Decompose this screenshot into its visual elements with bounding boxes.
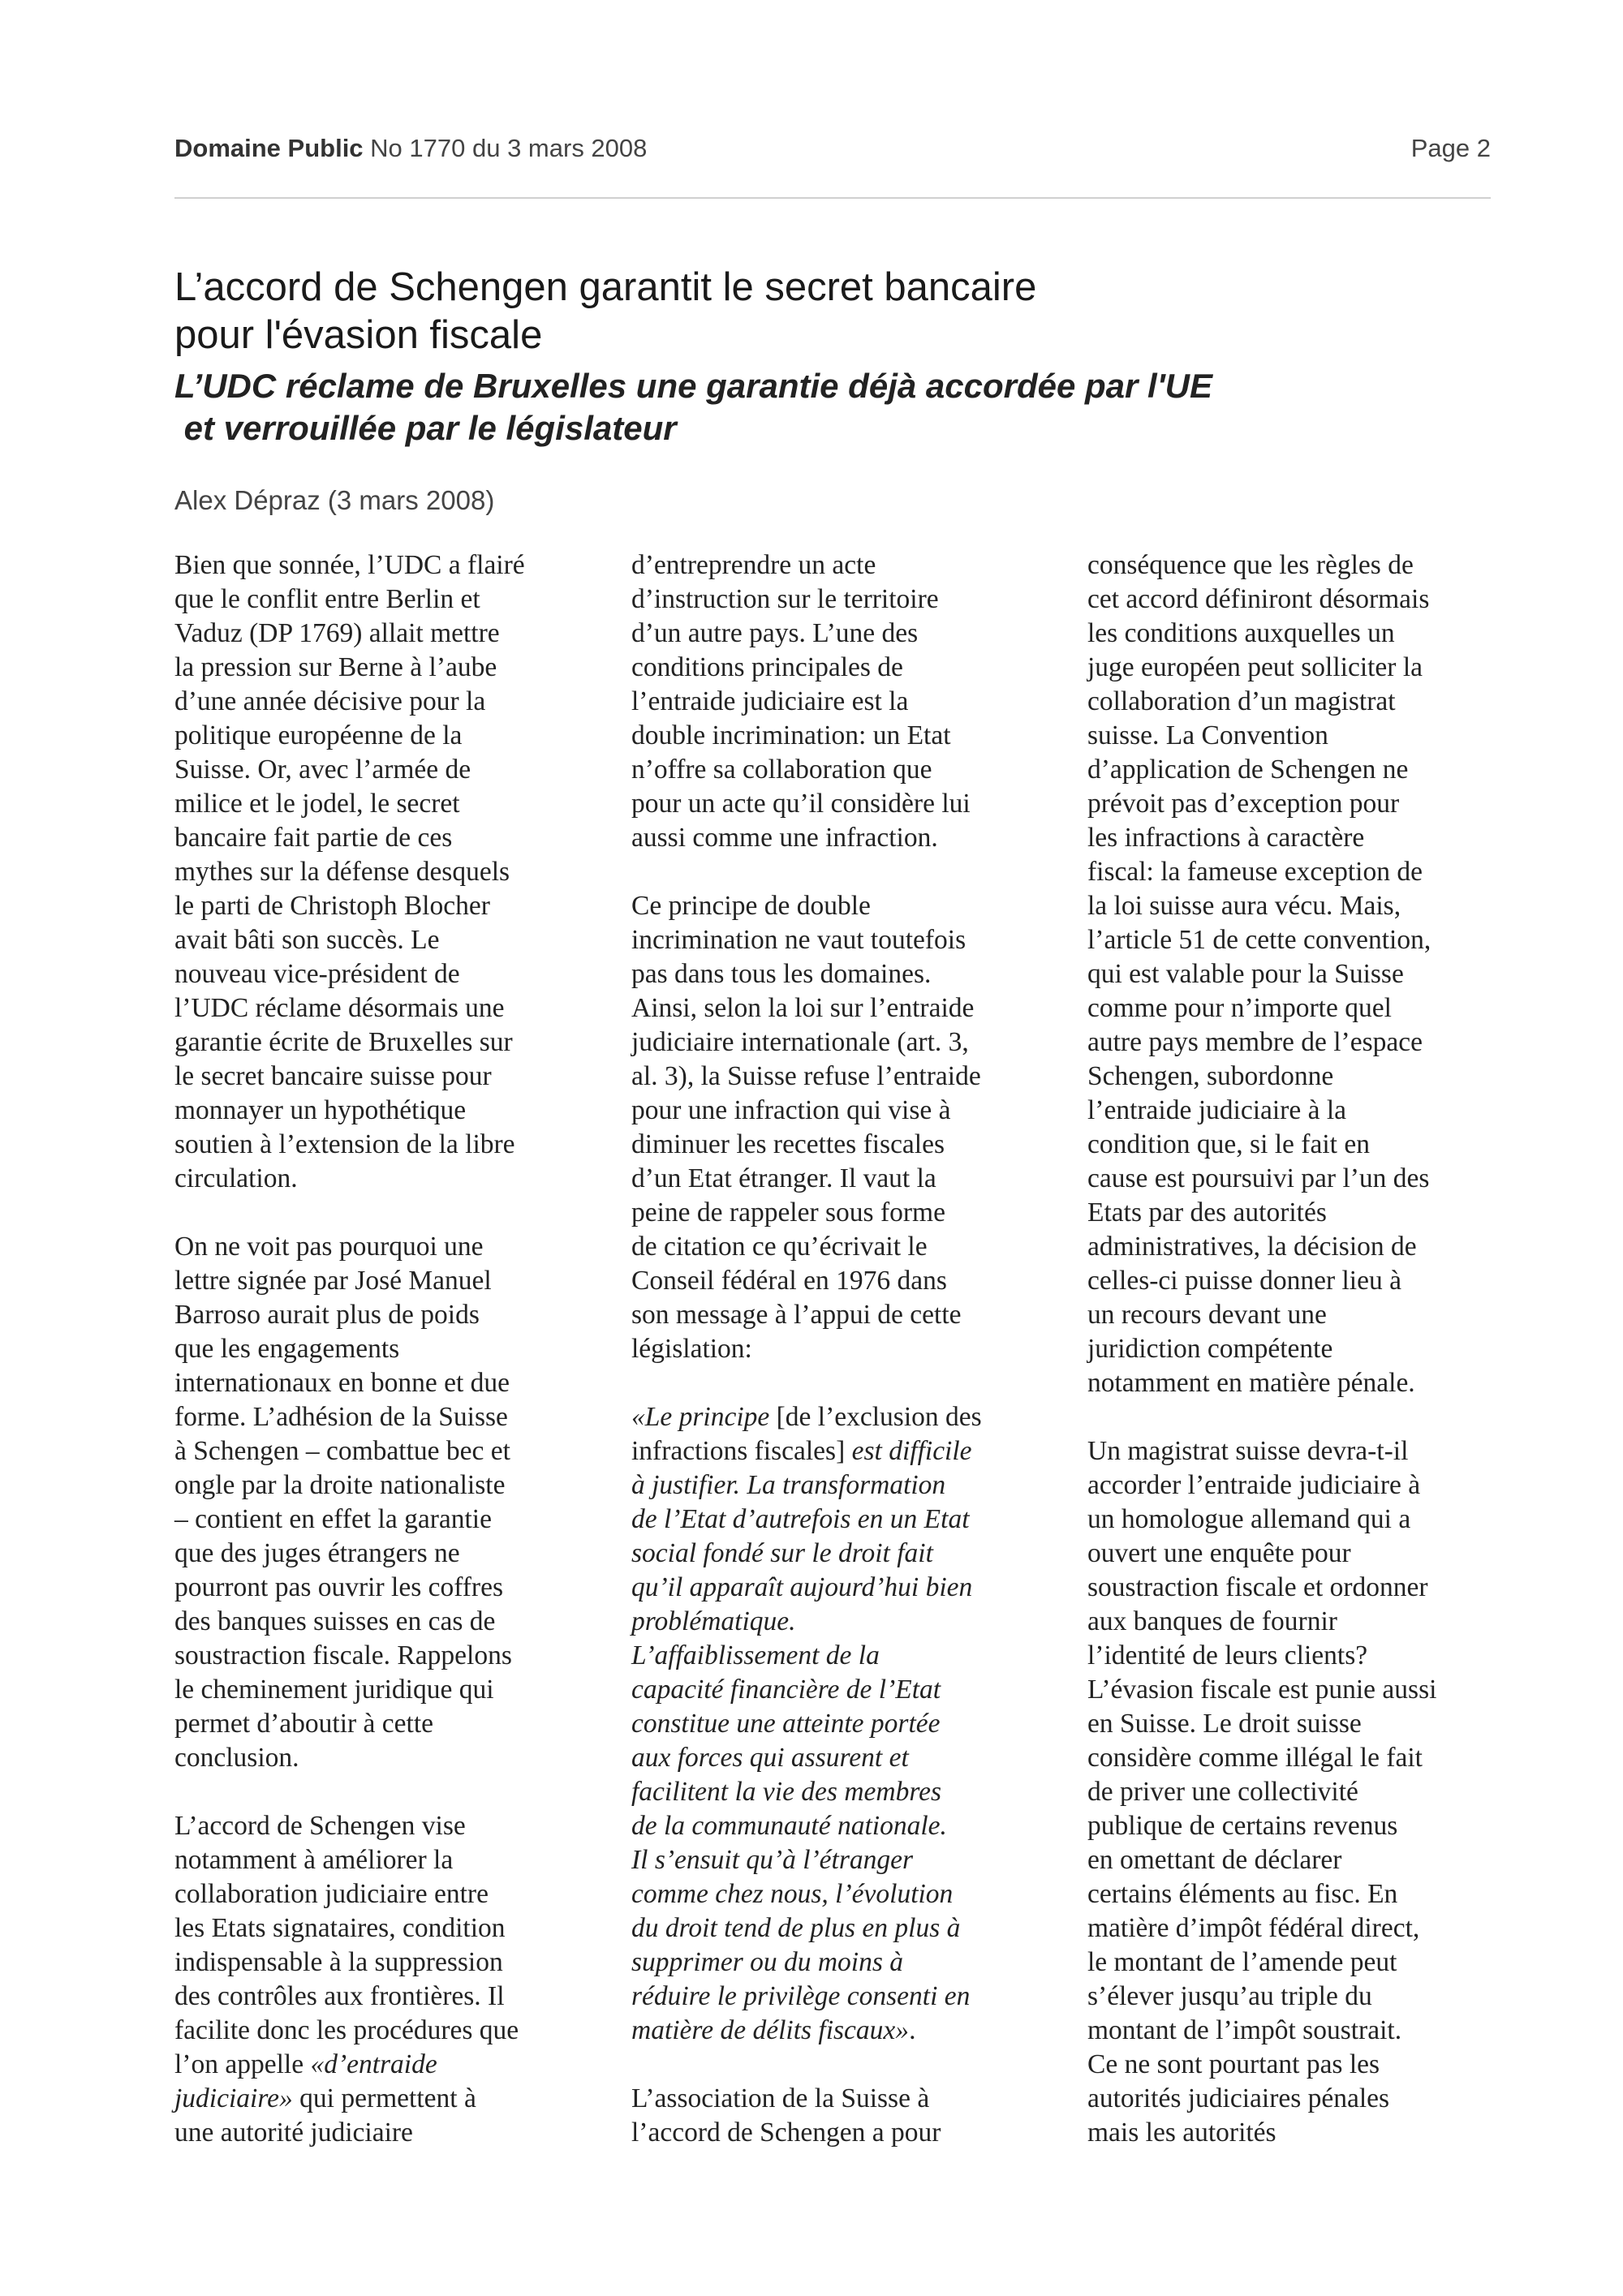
text-segment: ouvert une enquête pour [1087, 1538, 1351, 1568]
text-segment: un recours devant une [1087, 1300, 1327, 1330]
text-segment: les conditions auxquelles un [1087, 618, 1395, 648]
text-segment: conséquence que les règles de [1087, 550, 1414, 580]
text-segment: internationaux en bonne et due [174, 1368, 510, 1398]
text-segment: mythes sur la défense desquels [174, 857, 510, 887]
text-line [174, 1128, 609, 1162]
text-line [1087, 1298, 1522, 1332]
text-line [631, 1025, 1065, 1060]
text-line [1087, 719, 1522, 753]
text-line [631, 2116, 1065, 2150]
text-line [1087, 1877, 1522, 1911]
text-segment: Bien que sonnée, l’UDC a flairé [174, 550, 525, 580]
italic-text: comme chez nous, l’évolution [631, 1879, 954, 1909]
text-line [631, 1298, 1065, 1332]
text-line [1087, 991, 1522, 1025]
text-line [1087, 957, 1522, 991]
text-line [1087, 1366, 1522, 1400]
text-segment: incrimination ne vaut toutefois [631, 925, 966, 955]
text-line [174, 923, 609, 957]
text-line [1087, 1162, 1522, 1196]
title-line-1: L’accord de Schengen garantit le secret bancaire [174, 265, 1037, 309]
text-line [1087, 1434, 1522, 1468]
text-line [174, 1162, 609, 1196]
text-segment: le montant de l’amende peut [1087, 1947, 1397, 1977]
text-line [174, 957, 609, 991]
text-line [174, 1537, 609, 1571]
text-line [631, 1571, 1065, 1605]
text-segment: Barroso aurait plus de poids [174, 1300, 480, 1330]
text-segment: d’un Etat étranger. Il vaut la [631, 1163, 936, 1193]
text-line [631, 1332, 1065, 1366]
text-segment: Etats par des autorités [1087, 1197, 1327, 1228]
text-line [174, 1639, 609, 1673]
text-line [631, 1230, 1065, 1264]
italic-text: capacité financière de l’Etat [631, 1675, 941, 1705]
text-line [631, 2014, 1065, 2048]
text-segment: soutien à l’extension de la libre [174, 1129, 515, 1159]
text-line [1087, 685, 1522, 719]
text-segment: d’un autre pays. L’une des [631, 618, 919, 648]
text-segment: milice et le jodel, le secret [174, 789, 460, 819]
text-line [1087, 753, 1522, 787]
text-line [174, 1434, 609, 1468]
text-line [631, 957, 1065, 991]
text-segment: le parti de Christoph Blocher [174, 891, 490, 921]
text-segment: . [909, 2015, 916, 2045]
text-segment: Vaduz (DP 1769) allait mettre [174, 618, 500, 648]
text-line [631, 617, 1065, 651]
text-line [1087, 1775, 1522, 1809]
issue-info: No 1770 du 3 mars 2008 [370, 134, 648, 162]
text-segment: permet d’aboutir à cette [174, 1709, 434, 1739]
text-line [631, 1060, 1065, 1094]
text-line [1087, 1503, 1522, 1537]
paragraph-gap [174, 1775, 609, 1809]
text-line [631, 1128, 1065, 1162]
text-line [174, 1877, 609, 1911]
text-line [174, 2082, 609, 2116]
text-segment: cause est poursuivi par l’un des [1087, 1163, 1430, 1193]
text-segment: ongle par la droite nationaliste [174, 1470, 506, 1500]
text-line [1087, 2116, 1522, 2150]
text-line [631, 1503, 1065, 1537]
text-line [1087, 1468, 1522, 1503]
text-segment: matière d’impôt fédéral direct, [1087, 1913, 1420, 1943]
text-segment: montant de l’impôt soustrait. [1087, 2015, 1402, 2045]
text-segment: juge européen peut solliciter la [1087, 652, 1423, 682]
text-segment: On ne voit pas pourquoi une [174, 1232, 484, 1262]
text-line [1087, 1980, 1522, 2014]
text-segment: une autorité judiciaire [174, 2118, 413, 2148]
text-segment: d’application de Schengen ne [1087, 755, 1409, 785]
text-segment: al. 3), la Suisse refuse l’entraide [631, 1061, 981, 1091]
text-segment: l’article 51 de cette convention, [1087, 925, 1431, 955]
text-segment: politique européenne de la [174, 720, 463, 750]
text-segment: pour un acte qu’il considère lui [631, 789, 971, 819]
text-line [174, 617, 609, 651]
publication-info [174, 134, 647, 163]
text-line [1087, 1060, 1522, 1094]
text-segment: diminuer les recettes fiscales [631, 1129, 945, 1159]
text-line [174, 583, 609, 617]
text-segment: le cheminement juridique qui [174, 1675, 494, 1705]
text-segment: notamment à améliorer la [174, 1845, 454, 1875]
subtitle-line-2: et verrouillée par le législateur [174, 409, 677, 447]
text-segment: publique de certains revenus [1087, 1811, 1398, 1841]
text-line [631, 1094, 1065, 1128]
text-segment: Conseil fédéral en 1976 dans [631, 1266, 947, 1296]
italic-text: aux forces qui assurent et [631, 1743, 909, 1773]
text-segment: judiciaire internationale (art. 3, [631, 1027, 969, 1057]
text-line [631, 719, 1065, 753]
text-segment: d’une année décisive pour la [174, 686, 486, 716]
text-line [631, 1434, 1065, 1468]
text-line [174, 821, 609, 855]
text-segment: infractions fiscales] [631, 1436, 852, 1466]
text-segment: pas dans tous les domaines. [631, 959, 932, 989]
text-line [631, 1741, 1065, 1775]
text-segment: indispensable à la suppression [174, 1947, 503, 1977]
text-line [631, 1264, 1065, 1298]
text-segment: des contrôles aux frontières. Il [174, 1981, 505, 2011]
italic-text: de l’Etat d’autrefois en un Etat [631, 1504, 970, 1534]
paragraph-gap [174, 1196, 609, 1230]
text-segment: monnayer un hypothétique [174, 1095, 467, 1125]
text-segment: forme. L’adhésion de la Suisse [174, 1402, 508, 1432]
text-line [174, 719, 609, 753]
text-line [174, 651, 609, 685]
text-segment: que des juges étrangers ne [174, 1538, 460, 1568]
text-segment: nouveau vice-président de [174, 959, 460, 989]
text-segment: qui est valable pour la Suisse [1087, 959, 1404, 989]
text-line [1087, 1843, 1522, 1877]
text-segment: comme pour n’importe quel [1087, 993, 1392, 1023]
text-segment: le secret bancaire suisse pour [174, 1061, 492, 1091]
text-line [1087, 889, 1522, 923]
text-segment: l’accord de Schengen a pour [631, 2118, 941, 2148]
text-segment: s’élever jusqu’au triple du [1087, 1981, 1372, 2011]
italic-text: judiciaire» [174, 2083, 293, 2113]
text-line [1087, 855, 1522, 889]
text-line [631, 685, 1065, 719]
italic-text: «Le principe [631, 1402, 770, 1432]
italic-text: matière de délits fiscaux» [631, 2015, 910, 2045]
text-line [631, 1639, 1065, 1673]
text-segment: conditions principales de [631, 652, 903, 682]
text-segment: de citation ce qu’écrivait le [631, 1232, 928, 1262]
text-segment: la pression sur Berne à l’aube [174, 652, 497, 682]
text-line [174, 1060, 609, 1094]
text-line [174, 991, 609, 1025]
text-line [1087, 1639, 1522, 1673]
text-segment: la loi suisse aura vécu. Mais, [1087, 891, 1401, 921]
text-line [1087, 1128, 1522, 1162]
text-line [174, 1707, 609, 1741]
text-line [1087, 1196, 1522, 1230]
text-line [631, 1673, 1065, 1707]
text-segment: facilite donc les procédures que [174, 2015, 519, 2045]
text-segment: autre pays membre de l’espace [1087, 1027, 1423, 1057]
title-line-2: pour l'évasion fiscale [174, 313, 543, 357]
text-line [174, 1673, 609, 1707]
text-segment: de priver une collectivité [1087, 1777, 1358, 1807]
text-line [1087, 1094, 1522, 1128]
text-line [1087, 1332, 1522, 1366]
text-line [1087, 821, 1522, 855]
text-line [174, 1503, 609, 1537]
text-segment: les infractions à caractère [1087, 823, 1365, 853]
paragraph-gap [1087, 1400, 1522, 1434]
text-line [174, 1332, 609, 1366]
text-line [174, 1366, 609, 1400]
text-line [631, 1980, 1065, 2014]
article-byline: Alex Dépraz (3 mars 2008) [174, 485, 495, 515]
text-segment: l’UDC réclame désormais une [174, 993, 505, 1023]
text-line [631, 821, 1065, 855]
text-line [174, 1911, 609, 1946]
text-line [174, 753, 609, 787]
text-segment: aux banques de fournir [1087, 1606, 1337, 1636]
text-line [1087, 548, 1522, 583]
text-segment: certains éléments au fisc. En [1087, 1879, 1398, 1909]
text-line [631, 2082, 1065, 2116]
text-line [174, 1025, 609, 1060]
text-segment: pour une infraction qui vise à [631, 1095, 951, 1125]
text-line [174, 1230, 609, 1264]
text-segment: un homologue allemand qui a [1087, 1504, 1411, 1534]
text-column-3 [1087, 548, 1522, 2150]
italic-text: qu’il apparaît aujourd’hui bien [631, 1572, 973, 1602]
text-column-1 [174, 548, 609, 2150]
text-segment: Suisse. Or, avec l’armée de [174, 755, 471, 785]
text-segment: L’accord de Schengen vise [174, 1811, 466, 1841]
text-segment: législation: [631, 1334, 752, 1364]
text-segment: des banques suisses en cas de [174, 1606, 496, 1636]
text-segment: notamment en matière pénale. [1087, 1368, 1415, 1398]
header-divider [174, 197, 1491, 199]
text-segment: Ce principe de double [631, 891, 871, 921]
text-line [174, 1400, 609, 1434]
page-number: Page 2 [1410, 134, 1491, 162]
text-segment: en omettant de déclarer [1087, 1845, 1342, 1875]
text-line [631, 1775, 1065, 1809]
text-line [174, 2116, 609, 2150]
article-subtitle [174, 365, 1513, 449]
text-line [1087, 1673, 1522, 1707]
paragraph-gap [631, 855, 1065, 889]
text-line [174, 1468, 609, 1503]
text-line [631, 991, 1065, 1025]
text-segment: mais les autorités [1087, 2118, 1276, 2148]
text-line [631, 1809, 1065, 1843]
text-segment: double incrimination: un Etat [631, 720, 951, 750]
italic-text: supprimer ou du moins à [631, 1947, 904, 1977]
subtitle-line-1: L’UDC réclame de Bruxelles une garantie déjà accordée par l'UE [174, 367, 1213, 405]
text-line [1087, 1741, 1522, 1775]
text-segment: [de l’exclusion des [769, 1402, 982, 1432]
text-line [1087, 923, 1522, 957]
text-line [631, 1400, 1065, 1434]
text-segment: autorités judiciaires pénales [1087, 2083, 1390, 2113]
text-segment: soustraction fiscale et ordonner [1087, 1572, 1428, 1602]
text-segment: à Schengen – combattue bec et [174, 1436, 510, 1466]
text-line [1087, 2014, 1522, 2048]
text-segment: administratives, la décision de [1087, 1232, 1417, 1262]
italic-text: problématique. [631, 1606, 796, 1636]
text-line [174, 1571, 609, 1605]
text-segment: fiscal: la fameuse exception de [1087, 857, 1423, 887]
text-line [174, 1298, 609, 1332]
text-segment: – contient en effet la garantie [174, 1504, 492, 1534]
text-line [174, 1605, 609, 1639]
italic-text: social fondé sur le droit fait [631, 1538, 933, 1568]
text-line [174, 1946, 609, 1980]
text-line [1087, 1707, 1522, 1741]
text-line [1087, 1911, 1522, 1946]
text-line [174, 1264, 609, 1298]
text-line [631, 651, 1065, 685]
text-line [1087, 787, 1522, 821]
text-line [1087, 1264, 1522, 1298]
text-segment: Ainsi, selon la loi sur l’entraide [631, 993, 975, 1023]
text-line [1087, 1230, 1522, 1264]
text-segment: conclusion. [174, 1743, 299, 1773]
text-line [1087, 1025, 1522, 1060]
text-line [1087, 617, 1522, 651]
text-line [174, 2014, 609, 2048]
text-segment: l’identité de leurs clients? [1087, 1640, 1368, 1670]
text-line [174, 855, 609, 889]
italic-text: constitue une atteinte portée [631, 1709, 941, 1739]
italic-text: de la communauté nationale. [631, 1811, 947, 1841]
text-line [1087, 1605, 1522, 1639]
text-line [174, 548, 609, 583]
text-line [174, 889, 609, 923]
text-line [631, 753, 1065, 787]
italic-text: réduire le privilège consenti en [631, 1981, 971, 2011]
text-line [1087, 2082, 1522, 2116]
text-line [631, 1843, 1065, 1877]
text-line [1087, 1571, 1522, 1605]
text-line [631, 1537, 1065, 1571]
text-segment: avait bâti son succès. Le [174, 925, 440, 955]
text-line [631, 548, 1065, 583]
text-line [631, 1911, 1065, 1946]
italic-text: facilitent la vie des membres [631, 1777, 942, 1807]
text-segment: en Suisse. Le droit suisse [1087, 1709, 1362, 1739]
text-segment: que les engagements [174, 1334, 400, 1364]
text-segment: collaboration d’un magistrat [1087, 686, 1396, 716]
paragraph-gap [631, 1366, 1065, 1400]
text-segment: pourront pas ouvrir les coffres [174, 1572, 503, 1602]
text-segment: celles-ci puisse donner lieu à [1087, 1266, 1401, 1296]
text-line [1087, 583, 1522, 617]
italic-text: à justifier. La transformation [631, 1470, 946, 1500]
text-line [631, 923, 1065, 957]
text-line [631, 1877, 1065, 1911]
text-segment: les Etats signataires, condition [174, 1913, 506, 1943]
text-line [631, 1162, 1065, 1196]
text-segment: qui permettent à [292, 2083, 476, 2113]
text-line [631, 1707, 1065, 1741]
italic-text: L’affaiblissement de la [631, 1640, 880, 1670]
text-line [631, 1468, 1065, 1503]
text-segment: n’offre sa collaboration que [631, 755, 932, 785]
text-line [631, 583, 1065, 617]
text-segment: peine de rappeler sous forme [631, 1197, 945, 1228]
text-segment: d’instruction sur le territoire [631, 584, 939, 614]
text-segment: l’entraide judiciaire à la [1087, 1095, 1347, 1125]
text-segment: collaboration judiciaire entre [174, 1879, 489, 1909]
text-line [631, 1196, 1065, 1230]
text-segment: son message à l’appui de cette [631, 1300, 962, 1330]
text-segment: soustraction fiscale. Rappelons [174, 1640, 512, 1670]
text-line [174, 787, 609, 821]
text-segment: suisse. La Convention [1087, 720, 1328, 750]
text-segment: circulation. [174, 1163, 298, 1193]
text-segment: juridiction compétente [1087, 1334, 1333, 1364]
text-segment: l’on appelle [174, 2049, 311, 2079]
italic-text: «d’entraide [310, 2049, 437, 2079]
text-segment: condition que, si le fait en [1087, 1129, 1370, 1159]
text-line [631, 1605, 1065, 1639]
italic-text: Il s’ensuit qu’à l’étranger [631, 1845, 914, 1875]
publication-name: Domaine Public [174, 134, 364, 162]
italic-text: du droit tend de plus en plus à [631, 1913, 961, 1943]
text-line [1087, 1809, 1522, 1843]
text-segment: garantie écrite de Bruxelles sur [174, 1027, 513, 1057]
text-segment: l’entraide judiciaire est la [631, 686, 909, 716]
italic-text: est difficile [851, 1436, 972, 1466]
text-line [174, 1741, 609, 1775]
text-line [174, 685, 609, 719]
text-segment: lettre signée par José Manuel [174, 1266, 492, 1296]
text-segment: bancaire fait partie de ces [174, 823, 453, 853]
text-line [631, 787, 1065, 821]
text-segment: que le conflit entre Berlin et [174, 584, 480, 614]
text-line [631, 889, 1065, 923]
text-column-2 [631, 548, 1065, 2150]
text-segment: considère comme illégal le fait [1087, 1743, 1423, 1773]
text-line [1087, 2048, 1522, 2082]
text-line [174, 2048, 609, 2082]
text-line [174, 1980, 609, 2014]
page-header [174, 134, 1491, 163]
text-line [174, 1809, 609, 1843]
text-segment: prévoit pas d’exception pour [1087, 789, 1400, 819]
text-line [174, 1843, 609, 1877]
paragraph-gap [631, 2048, 1065, 2082]
text-segment: cet accord définiront désormais [1087, 584, 1430, 614]
text-segment: Ce ne sont pourtant pas les [1087, 2049, 1380, 2079]
text-segment: accorder l’entraide judiciaire à [1087, 1470, 1421, 1500]
text-segment: d’entreprendre un acte [631, 550, 876, 580]
text-line [1087, 1946, 1522, 1980]
article-title [174, 264, 1513, 359]
text-segment: aussi comme une infraction. [631, 823, 938, 853]
text-line [631, 1946, 1065, 1980]
text-segment: L’évasion fiscale est punie aussi [1087, 1675, 1437, 1705]
text-line [1087, 651, 1522, 685]
text-segment: Un magistrat suisse devra-t-il [1087, 1436, 1409, 1466]
text-line [1087, 1537, 1522, 1571]
text-line [174, 1094, 609, 1128]
text-segment: L’association de la Suisse à [631, 2083, 930, 2113]
text-segment: Schengen, subordonne [1087, 1061, 1334, 1091]
